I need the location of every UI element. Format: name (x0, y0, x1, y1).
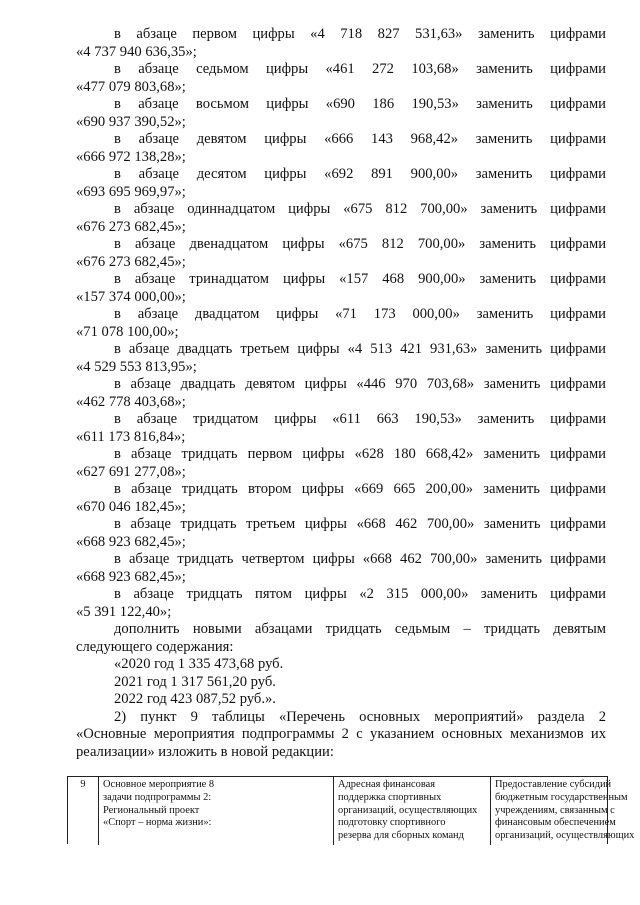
cell-line: организаций, осуществляющих (495, 830, 635, 842)
text-line: в абзаце тридцатом цифры «611 663 190,53» заменить цифрами (114, 411, 606, 427)
cell-line: Основное мероприятие 8 (103, 779, 215, 790)
text-line: в абзаце двенадцатом цифры «675 812 700,00» заменить цифрами (114, 236, 606, 252)
cell-line: 9 (80, 779, 86, 790)
text-line: в абзаце тридцать первом цифры «628 180 668,42» заменить цифрами (114, 446, 606, 462)
text-line: 2021 год 1 317 561,20 руб. (114, 673, 276, 690)
text-line: «71 078 100,00»; (76, 323, 179, 340)
cell-line: бюджетным государственным (495, 791, 628, 803)
cell-line: учреждениям, связанным с (495, 804, 615, 816)
table-cell-measure (99, 777, 334, 845)
table-cell-mechanism (491, 777, 635, 845)
cell-line: Адресная финансовая (338, 779, 436, 790)
text-line: «676 273 682,45»; (76, 218, 186, 235)
text-line: «5 391 122,40»; (76, 603, 172, 620)
text-line: в абзаце двадцатом цифры «71 173 000,00» заменить цифрами (114, 306, 606, 322)
text-line: «668 923 682,45»; (76, 568, 186, 585)
text-line: в абзаце тридцать пятом цифры «2 315 000,00» заменить цифрами (114, 586, 606, 602)
text-line: «693 695 969,97»; (76, 183, 186, 200)
text-line: в абзаце тридцать четвертом цифры «668 462 700,00» заменить цифрами (114, 551, 606, 567)
text-line: «462 778 403,68»; (76, 393, 186, 410)
text-line: «477 079 803,68»; (76, 78, 186, 95)
text-line: «670 046 182,45»; (76, 498, 186, 515)
text-line: «690 937 390,52»; (76, 113, 186, 130)
text-line: в абзаце тридцать третьем цифры «668 462 700,00» заменить цифрами (114, 516, 606, 532)
cell-line: поддержка спортивных (338, 791, 442, 803)
table-cell-description (334, 777, 491, 845)
text-line: в абзаце десятом цифры «692 891 900,00» заменить цифрами (114, 166, 606, 182)
amendment-text (76, 26, 606, 761)
text-line: «627 691 277,08»; (76, 463, 186, 480)
cell-line: резерва для сборных команд (338, 830, 464, 842)
text-line: «676 273 682,45»; (76, 253, 186, 270)
text-line: дополнить новыми абзацами тридцать седьмым – тридцать девятым (114, 621, 606, 637)
text-line: в абзаце двадцать третьем цифры «4 513 421 931,63» заменить цифрами (114, 341, 606, 357)
cell-line: задачи подпрограммы 2: (103, 791, 212, 803)
text-line: «668 923 682,45»; (76, 533, 186, 550)
text-line: «157 374 000,00»; (76, 288, 186, 305)
text-line: в абзаце одиннадцатом цифры «675 812 700,00» заменить цифрами (114, 201, 606, 217)
text-line: 2) пункт 9 таблицы «Перечень основных мероприятий» раздела 2 (114, 708, 606, 725)
text-line: в абзаце седьмом цифры «461 272 103,68» заменить цифрами (114, 61, 606, 77)
text-line: «4 737 940 636,35»; (76, 43, 197, 60)
text-line: в абзаце тридцать втором цифры «669 665 200,00» заменить цифрами (114, 481, 606, 497)
text-line: в абзаце двадцать девятом цифры «446 970 703,68» заменить цифрами (114, 376, 606, 392)
table-cell-number (68, 777, 99, 845)
text-line: 2022 год 423 087,52 руб.». (114, 691, 276, 707)
cell-line: организаций, осуществляющих (338, 804, 478, 816)
text-line: «611 173 816,84»; (76, 428, 186, 445)
text-line: «4 529 553 813,95»; (76, 358, 197, 375)
text-line: «Основные мероприятия подпрограммы 2 с указанием основных механизмов их (76, 726, 606, 742)
text-line: в абзаце девятом цифры «666 143 968,42» заменить цифрами (114, 131, 606, 147)
text-line: в абзаце восьмом цифры «690 186 190,53» заменить цифрами (114, 96, 606, 112)
cell-line: Предоставление субсидий (495, 779, 612, 790)
text-line: «2020 год 1 335 473,68 руб. (114, 656, 284, 672)
measures-table (67, 776, 635, 844)
text-line: в абзаце тринадцатом цифры «157 468 900,00» заменить цифрами (114, 271, 606, 287)
cell-line: финансовым обеспечением (495, 817, 616, 829)
text-line: следующего содержания: (76, 638, 234, 655)
cell-line: Региональный проект (103, 804, 200, 816)
cell-line: подготовку спортивного (338, 817, 446, 829)
text-line: «666 972 138,28»; (76, 148, 186, 165)
cell-line: «Спорт – норма жизни»: (103, 817, 212, 829)
text-line: реализации» изложить в новой редакции: (76, 743, 334, 760)
text-line: в абзаце первом цифры «4 718 827 531,63» заменить цифрами (114, 26, 606, 42)
